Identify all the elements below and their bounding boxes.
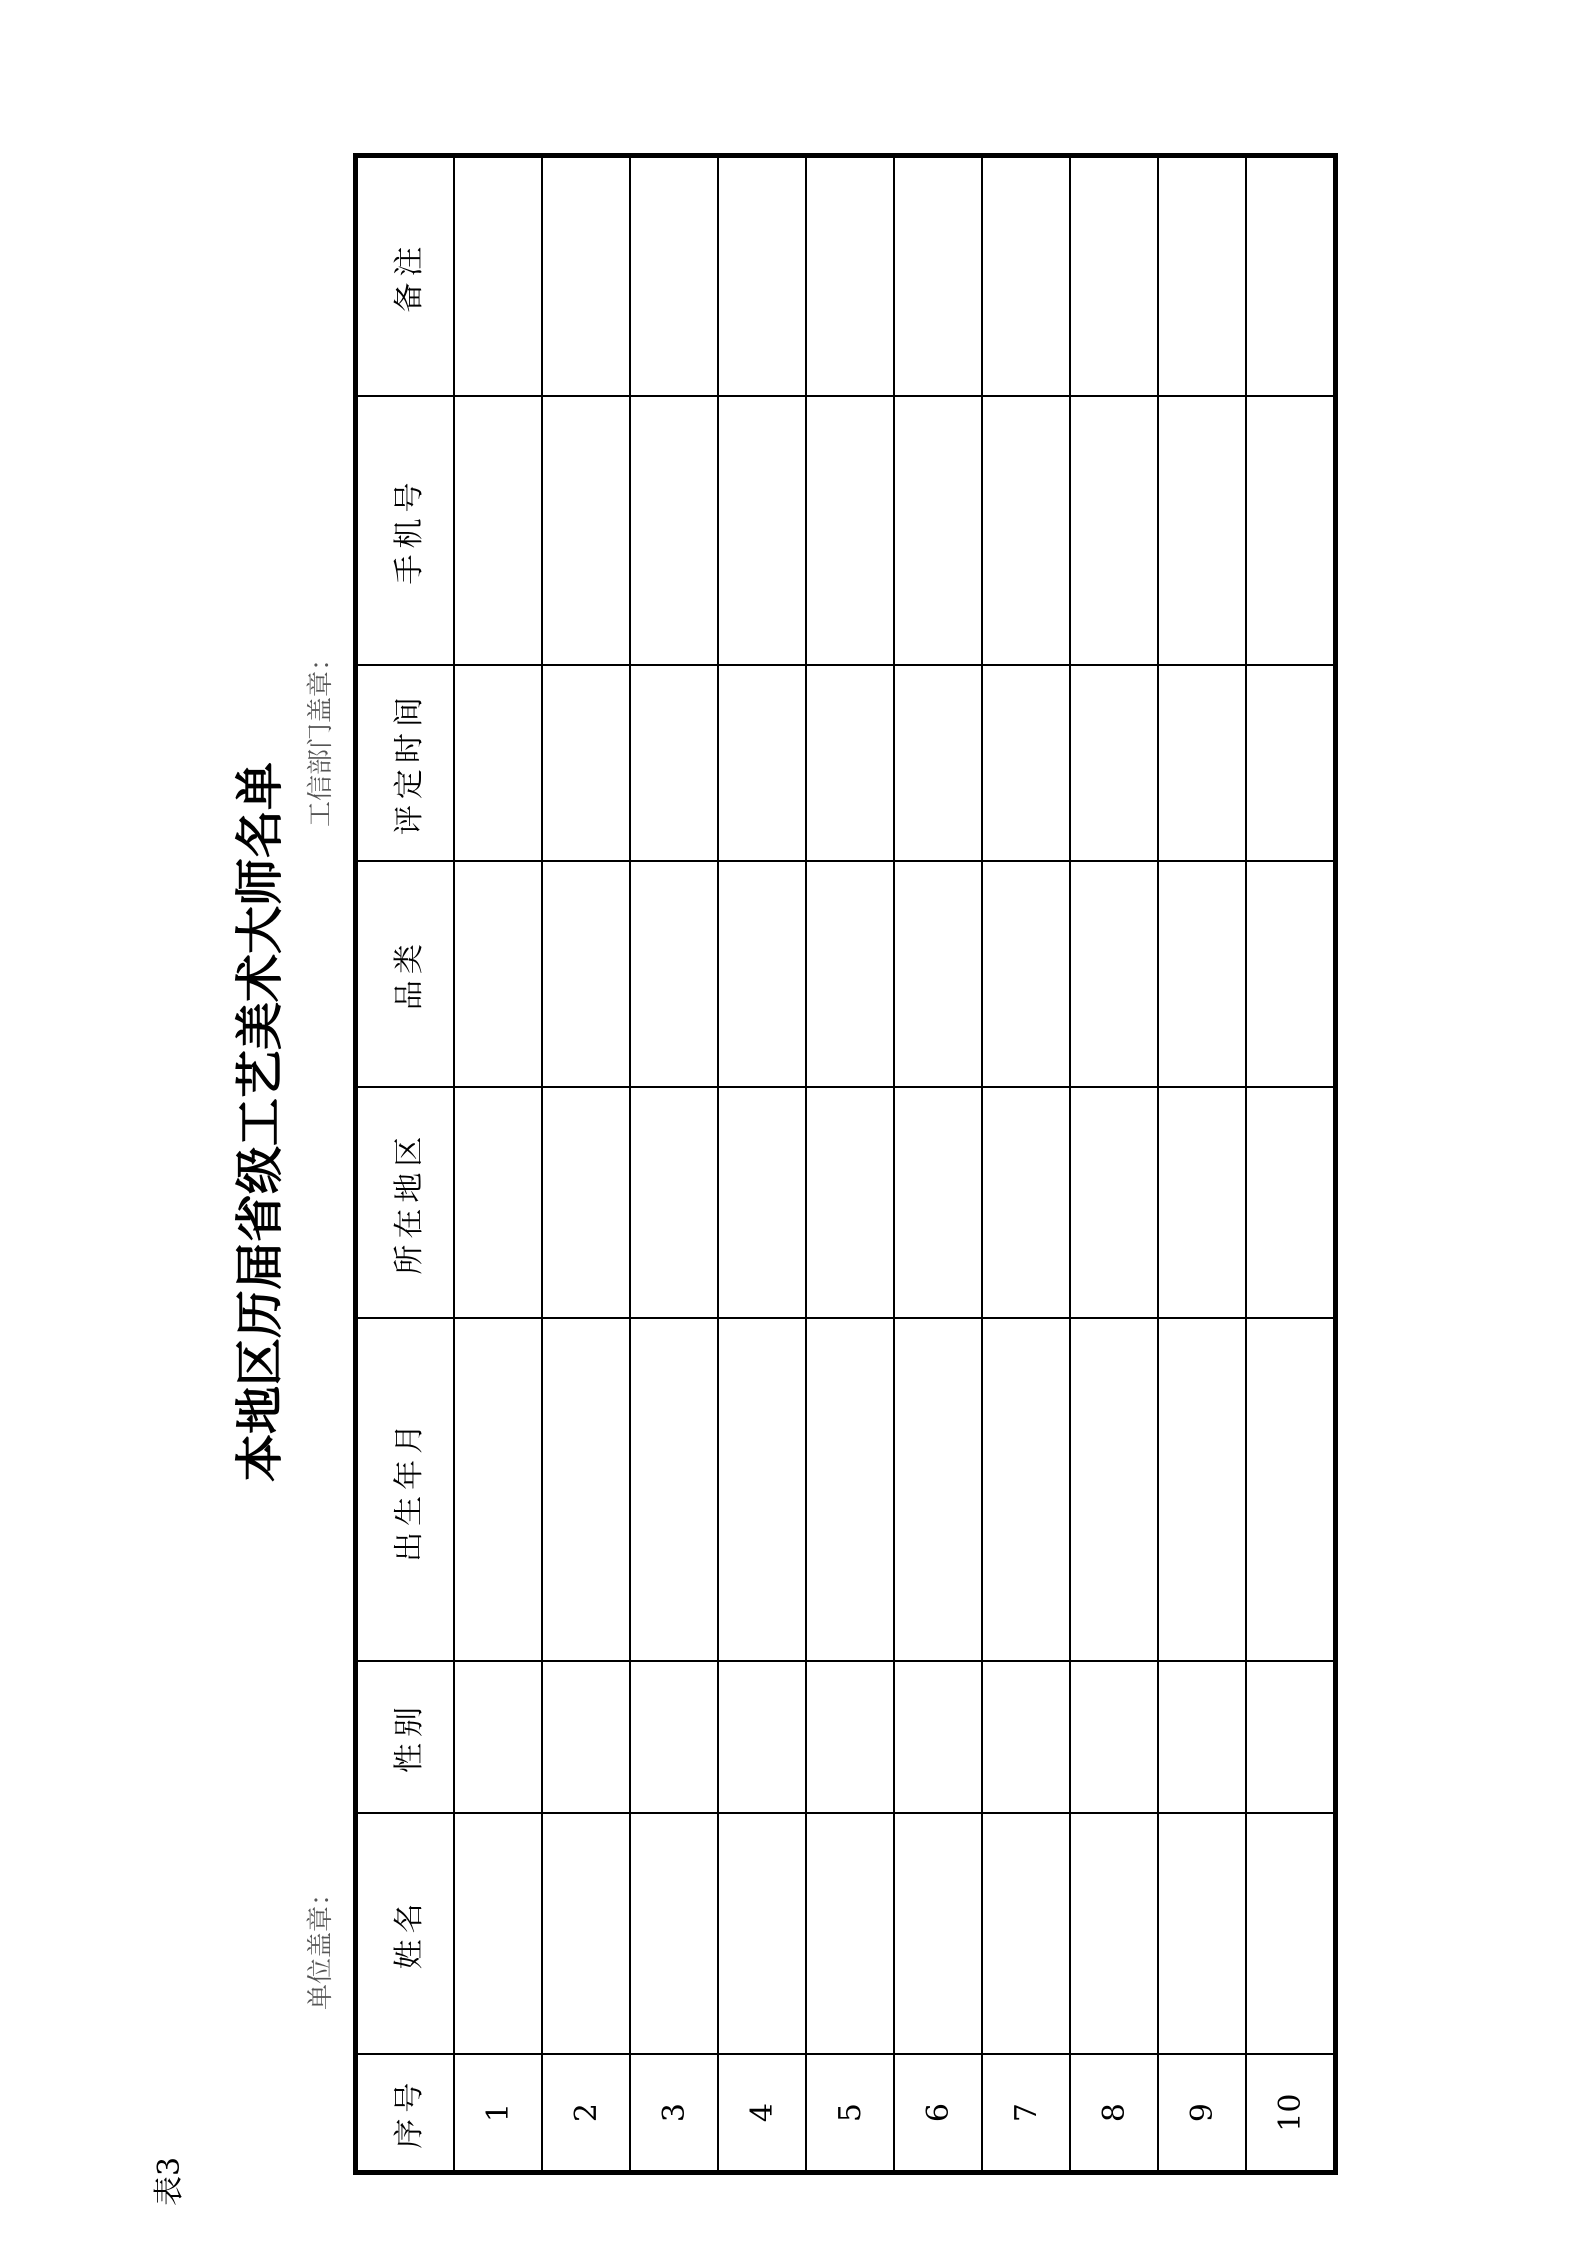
row-number: 5 [806, 2054, 894, 2172]
table-label: 表3 [152, 2156, 187, 2206]
header-cell-gender: 性别 [356, 1661, 455, 1812]
row-number: 10 [1246, 2054, 1336, 2172]
department-stamp-label: 工信部门盖章： [306, 644, 336, 827]
cell-category [806, 861, 894, 1087]
cell-birth [542, 1318, 630, 1661]
header-cell-name: 姓名 [356, 1813, 455, 2055]
header-cell-phone: 手机号 [356, 396, 455, 665]
cell-remarks [1158, 156, 1246, 397]
row-number: 2 [542, 2054, 630, 2172]
cell-name [1070, 1813, 1158, 2055]
cell-phone [1158, 396, 1246, 665]
cell-gender [894, 1661, 982, 1812]
cell-category [1158, 861, 1246, 1087]
row-number: 1 [454, 2054, 542, 2172]
cell-date [806, 665, 894, 861]
table-row [894, 156, 982, 2173]
cell-region [454, 1087, 542, 1319]
row-number: 4 [718, 2054, 806, 2172]
cell-gender [1070, 1661, 1158, 1812]
row-number: 8 [1070, 2054, 1158, 2172]
cell-birth [1246, 1318, 1336, 1661]
cell-region [806, 1087, 894, 1319]
cell-region [1246, 1087, 1336, 1319]
table-row [1070, 156, 1158, 2173]
cell-date [718, 665, 806, 861]
row-number: 3 [630, 2054, 718, 2172]
cell-birth [982, 1318, 1070, 1661]
cell-gender [718, 1661, 806, 1812]
table-row [630, 156, 718, 2173]
cell-gender [542, 1661, 630, 1812]
cell-phone [894, 396, 982, 665]
cell-remarks [894, 156, 982, 397]
cell-birth [630, 1318, 718, 1661]
table-row [1246, 156, 1336, 2173]
cell-date [894, 665, 982, 861]
header-cell-birth: 出生年月 [356, 1318, 455, 1661]
cell-birth [806, 1318, 894, 1661]
cell-birth [718, 1318, 806, 1661]
cell-name [630, 1813, 718, 2055]
cell-birth [454, 1318, 542, 1661]
cell-date [1246, 665, 1336, 861]
cell-remarks [542, 156, 630, 397]
cell-region [1070, 1087, 1158, 1319]
row-number: 6 [894, 2054, 982, 2172]
table-row [806, 156, 894, 2173]
cell-region [718, 1087, 806, 1319]
row-number: 7 [982, 2054, 1070, 2172]
header-cell-category: 品类 [356, 861, 455, 1087]
cell-birth [1070, 1318, 1158, 1661]
header-row [356, 156, 455, 2173]
table-row [982, 156, 1070, 2173]
table-body [454, 156, 1336, 2173]
cell-birth [1158, 1318, 1246, 1661]
cell-region [894, 1087, 982, 1319]
row-number: 9 [1158, 2054, 1246, 2172]
cell-name [982, 1813, 1070, 2055]
cell-date [454, 665, 542, 861]
cell-remarks [630, 156, 718, 397]
cell-name [542, 1813, 630, 2055]
cell-remarks [1070, 156, 1158, 397]
cell-phone [454, 396, 542, 665]
cell-date [1158, 665, 1246, 861]
table-row [454, 156, 542, 2173]
cell-birth [894, 1318, 982, 1661]
cell-phone [806, 396, 894, 665]
cell-category [542, 861, 630, 1087]
cell-gender [1158, 1661, 1246, 1812]
roster-table [353, 153, 1338, 2175]
cell-name [454, 1813, 542, 2055]
cell-category [718, 861, 806, 1087]
cell-date [630, 665, 718, 861]
cell-gender [806, 1661, 894, 1812]
cell-region [630, 1087, 718, 1319]
cell-gender [630, 1661, 718, 1812]
cell-gender [1246, 1661, 1336, 1812]
cell-name [1246, 1813, 1336, 2055]
cell-remarks [982, 156, 1070, 397]
header-cell-date: 评定时间 [356, 665, 455, 861]
unit-stamp-label: 单位盖章： [306, 1879, 336, 2010]
cell-name [806, 1813, 894, 2055]
cell-phone [630, 396, 718, 665]
cell-phone [982, 396, 1070, 665]
cell-date [982, 665, 1070, 861]
cell-region [542, 1087, 630, 1319]
cell-remarks [454, 156, 542, 397]
header-cell-remarks: 备注 [356, 156, 455, 397]
cell-name [718, 1813, 806, 2055]
cell-region [982, 1087, 1070, 1319]
cell-remarks [718, 156, 806, 397]
page-title: 本地区历届省级工艺美术大师名单 [232, 762, 288, 1483]
cell-remarks [806, 156, 894, 397]
cell-date [542, 665, 630, 861]
cell-region [1158, 1087, 1246, 1319]
cell-gender [454, 1661, 542, 1812]
cell-category [454, 861, 542, 1087]
cell-category [894, 861, 982, 1087]
cell-gender [982, 1661, 1070, 1812]
cell-name [894, 1813, 982, 2055]
cell-name [1158, 1813, 1246, 2055]
cell-phone [718, 396, 806, 665]
header-cell-index: 序号 [356, 2054, 455, 2172]
header-cell-region: 所在地区 [356, 1087, 455, 1319]
table-row [718, 156, 806, 2173]
cell-category [982, 861, 1070, 1087]
cell-phone [1246, 396, 1336, 665]
table-row [542, 156, 630, 2173]
cell-category [1070, 861, 1158, 1087]
cell-category [630, 861, 718, 1087]
cell-date [1070, 665, 1158, 861]
cell-phone [1070, 396, 1158, 665]
cell-phone [542, 396, 630, 665]
cell-remarks [1246, 156, 1336, 397]
table-row [1158, 156, 1246, 2173]
cell-category [1246, 861, 1336, 1087]
